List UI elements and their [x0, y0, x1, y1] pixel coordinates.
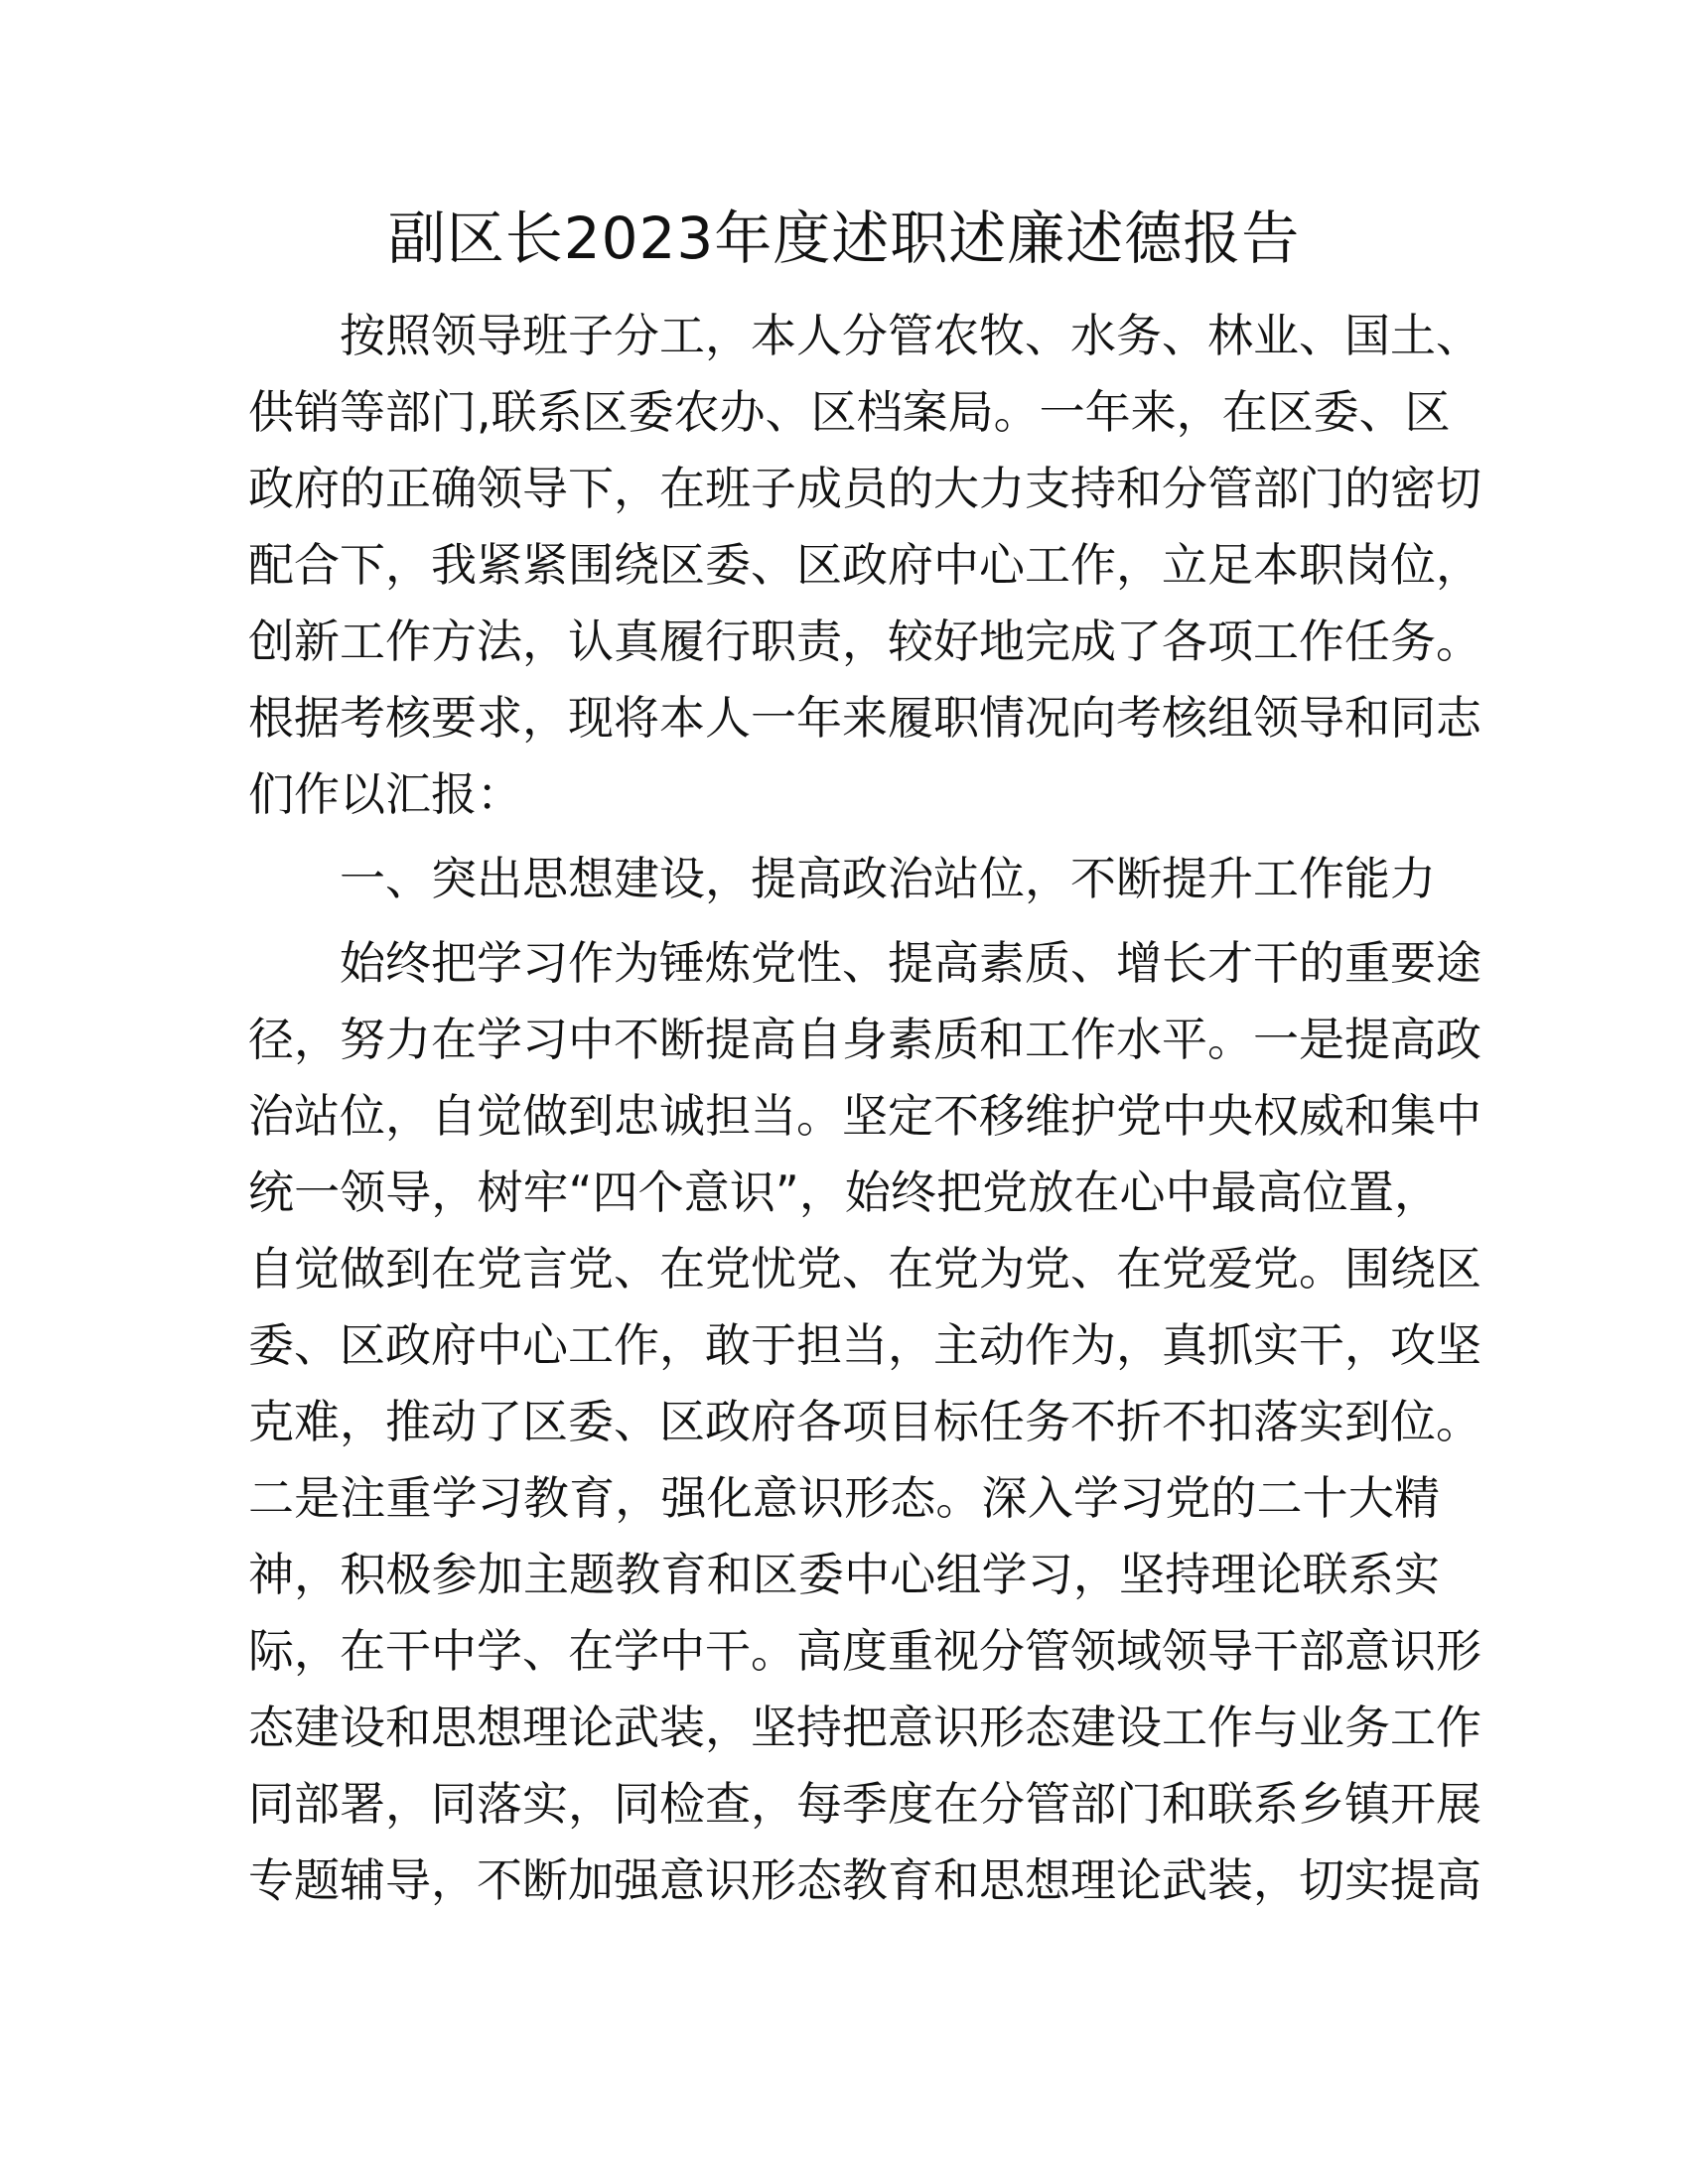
- paragraph-section1: [248, 925, 1481, 1919]
- text-line: 治站位，自觉做到忠诚担当。坚定不移维护党中央权威和集中: [248, 1089, 1481, 1143]
- document-title: 副区长2023年度述职述廉述德报告: [387, 205, 1301, 272]
- text-line: 统一领导，树牢“四个意识”，始终把党放在心中最高位置，: [248, 1165, 1440, 1219]
- text-line: 同部署，同落实，同检查，每季度在分管部门和联系乡镇开展: [248, 1777, 1481, 1831]
- paragraph-gap: [248, 833, 1440, 841]
- text-line: 际，在干中学、在学中干。高度重视分管领域领导干部意识形: [248, 1624, 1481, 1678]
- text-line: 配合下，我紧紧围绕区委、区政府中心工作，立足本职岗位，: [248, 538, 1481, 592]
- document-body: [248, 298, 1481, 1919]
- text-line: 二是注重学习教育，强化意识形态。深入学习党的二十大精: [248, 1471, 1440, 1525]
- paragraph-gap: [248, 917, 1440, 925]
- text-line: 态建设和思想理论武装，坚持把意识形态建设工作与业务工作: [248, 1701, 1481, 1754]
- text-line: 始终把学习作为锤炼党性、提高素质、增长才干的重要途: [340, 936, 1481, 990]
- text-line: 政府的正确领导下，在班子成员的大力支持和分管部门的密切: [248, 462, 1481, 515]
- text-line: 供销等部门,联系区委农办、区档案局。一年来，在区委、区: [248, 385, 1451, 439]
- text-line: 按照领导班子分工，本人分管农牧、水务、林业、国土、: [340, 309, 1481, 362]
- text-line: 克难，推动了区委、区政府各项目标任务不折不扣落实到位。: [248, 1395, 1481, 1448]
- section-heading: 一、突出思想建设，提高政治站位，不断提升工作能力: [340, 852, 1436, 905]
- text-line: 委、区政府中心工作，敢于担当，主动作为，真抓实干，攻坚: [248, 1318, 1481, 1372]
- text-line: 自觉做到在党言党、在党忧党、在党为党、在党爱党。围绕区: [248, 1242, 1481, 1296]
- text-line: 专题辅导，不断加强意识形态教育和思想理论武装，切实提高: [248, 1853, 1481, 1907]
- text-line: 根据考核要求，现将本人一年来履职情况向考核组领导和同志: [248, 691, 1481, 745]
- paragraph-intro: [248, 298, 1481, 833]
- text-line: 神，积极参加主题教育和区委中心组学习，坚持理论联系实: [248, 1548, 1440, 1601]
- text-line: 创新工作方法，认真履行职责，较好地完成了各项工作任务。: [248, 614, 1481, 668]
- text-line: 径，努力在学习中不断提高自身素质和工作水平。一是提高政: [248, 1013, 1481, 1066]
- text-line: 们作以汇报：: [248, 767, 522, 821]
